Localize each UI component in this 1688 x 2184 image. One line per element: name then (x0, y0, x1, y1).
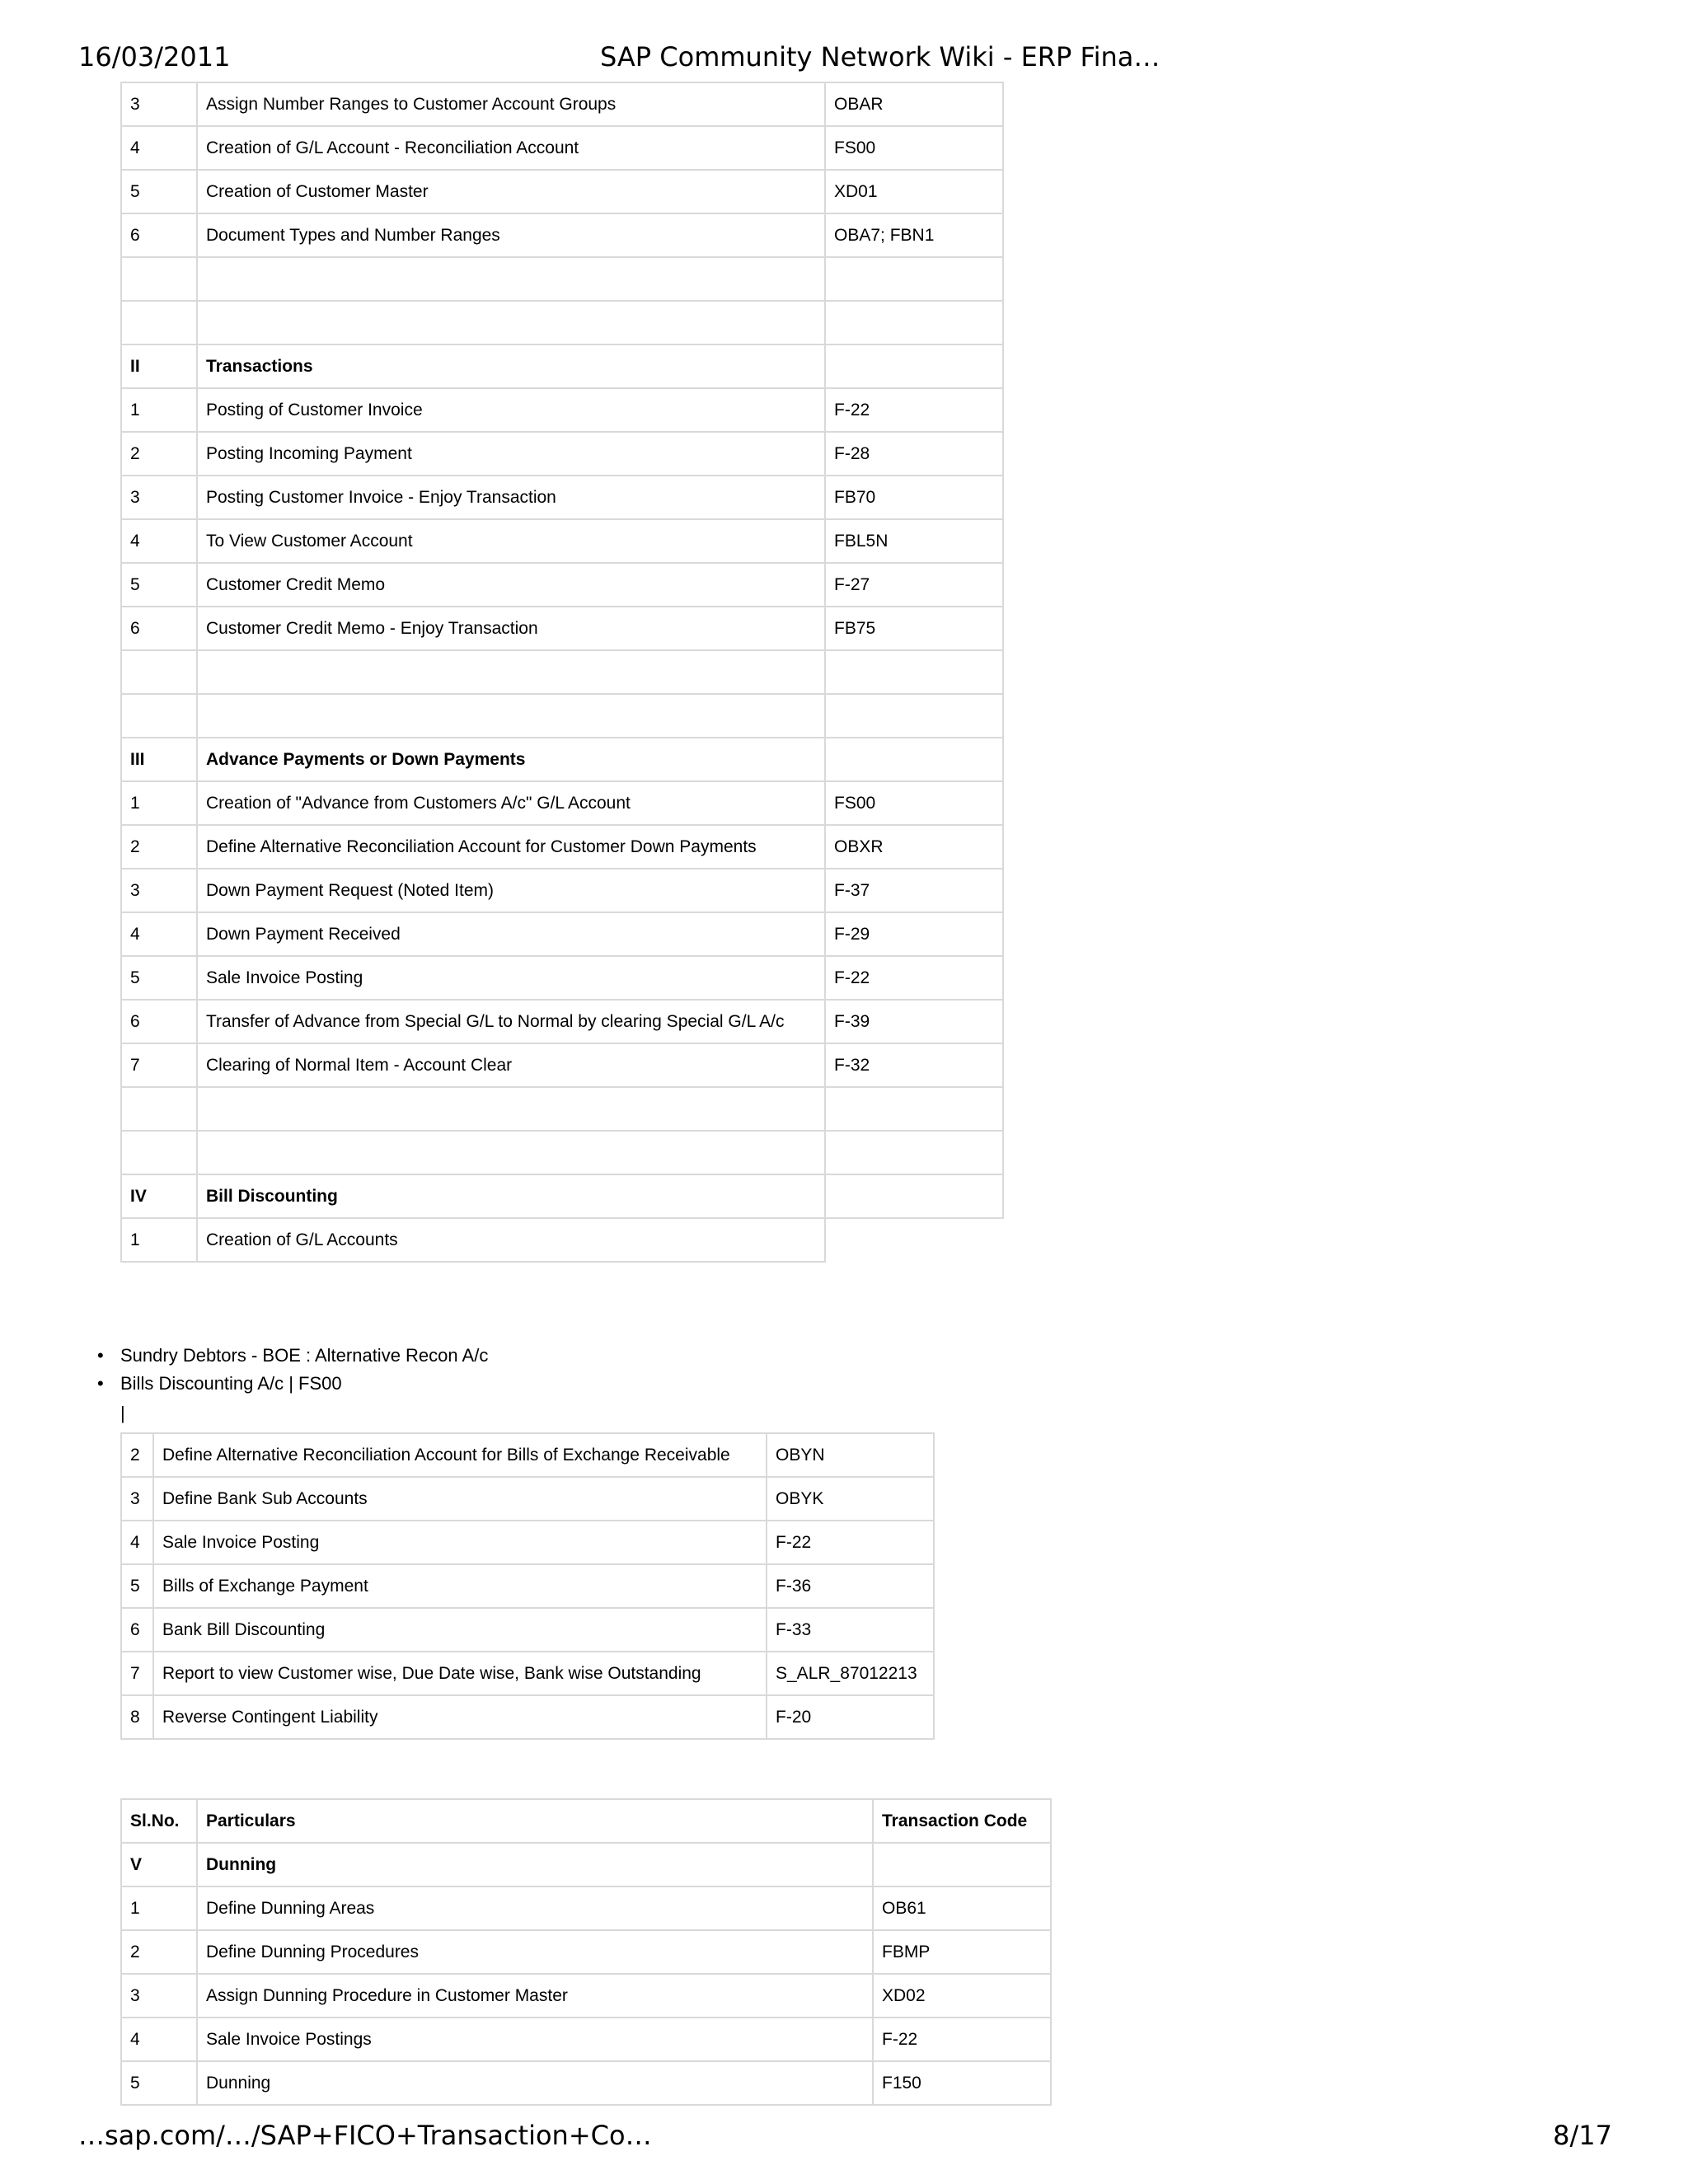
table-row (121, 1652, 934, 1695)
table-row-empty (121, 257, 1003, 301)
row-number: 5 (121, 1564, 153, 1608)
row-code: F-32 (825, 1043, 1003, 1087)
row-number: 4 (121, 519, 197, 563)
row-number: 1 (121, 388, 197, 432)
row-particulars: Reverse Contingent Liability (153, 1695, 767, 1739)
table-row (121, 2018, 1051, 2061)
header-title: SAP Community Network Wiki - ERP Fina… (600, 41, 1160, 73)
row-number: 8 (121, 1695, 153, 1739)
row-code: F-22 (873, 2018, 1051, 2061)
row-number: 6 (121, 1000, 197, 1043)
table-row (121, 869, 1003, 912)
row-particulars: Sale Invoice Posting (153, 1521, 767, 1564)
table-row (121, 1974, 1051, 2018)
table-row (121, 825, 1003, 869)
table-row (121, 1477, 934, 1521)
row-particulars: Posting Customer Invoice - Enjoy Transaction (197, 476, 825, 519)
row-code: FBL5N (825, 519, 1003, 563)
row-code: F-36 (767, 1564, 934, 1608)
row-number: 2 (121, 825, 197, 869)
row-code (825, 1174, 1003, 1218)
row-particulars (197, 1087, 825, 1131)
row-particulars: Customer Credit Memo - Enjoy Transaction (197, 607, 825, 650)
row-number: 7 (121, 1043, 197, 1087)
section-number: II (121, 344, 197, 388)
row-code: FS00 (825, 781, 1003, 825)
row-number: 1 (121, 1886, 197, 1930)
column-header-transaction-code: Transaction Code (873, 1799, 1051, 1843)
table-row (121, 607, 1003, 650)
row-number: 6 (121, 1608, 153, 1652)
table-row (121, 1433, 934, 1477)
section-number: III (121, 738, 197, 781)
column-header-particulars: Particulars (197, 1799, 873, 1843)
table-row (121, 1695, 934, 1739)
row-number (121, 650, 197, 694)
table-row (121, 912, 1003, 956)
row-number: 3 (121, 1477, 153, 1521)
row-number: 4 (121, 1521, 153, 1564)
row-number (121, 1131, 197, 1174)
table-row-empty (121, 650, 1003, 694)
table-row (121, 1043, 1003, 1087)
row-number: 6 (121, 607, 197, 650)
transaction-table-2 (120, 1432, 935, 1740)
row-code: FBMP (873, 1930, 1051, 1974)
row-code: F-37 (825, 869, 1003, 912)
table-row (121, 563, 1003, 607)
section-number: V (121, 1843, 197, 1886)
row-number: 2 (121, 432, 197, 476)
row-code: OB61 (873, 1886, 1051, 1930)
row-code: OBYN (767, 1433, 934, 1477)
table-header-row (121, 1799, 1051, 1843)
account-bullet-list (97, 1342, 488, 1398)
row-particulars: Down Payment Received (197, 912, 825, 956)
row-particulars: Assign Dunning Procedure in Customer Master (197, 1974, 873, 2018)
table-row (121, 956, 1003, 1000)
row-number: 7 (121, 1652, 153, 1695)
row-number: 5 (121, 170, 197, 213)
section-header-row (121, 1843, 1051, 1886)
row-number: 1 (121, 781, 197, 825)
column-header-slno: Sl.No. (121, 1799, 197, 1843)
row-particulars: Define Alternative Reconciliation Account for Customer Down Payments (197, 825, 825, 869)
list-item: • Sundry Debtors - BOE : Alternative Recon A/c (97, 1342, 488, 1370)
section-header-row (121, 738, 1003, 781)
table-row (121, 388, 1003, 432)
row-particulars (197, 257, 825, 301)
row-particulars: Document Types and Number Ranges (197, 213, 825, 257)
table-row (121, 170, 1003, 213)
row-code: OBA7; FBN1 (825, 213, 1003, 257)
row-number: 3 (121, 869, 197, 912)
section-header-row (121, 344, 1003, 388)
row-particulars (197, 650, 825, 694)
row-particulars: Dunning (197, 2061, 873, 2105)
table-row (121, 1886, 1051, 1930)
table-row-empty (121, 1087, 1003, 1131)
row-number (121, 301, 197, 344)
table-row (121, 1218, 1003, 1262)
table-row (121, 1930, 1051, 1974)
row-code: F150 (873, 2061, 1051, 2105)
row-number (121, 257, 197, 301)
row-code: F-27 (825, 563, 1003, 607)
row-number: 2 (121, 1433, 153, 1477)
table-row (121, 82, 1003, 126)
row-number: 3 (121, 476, 197, 519)
header-date: 16/03/2011 (78, 41, 231, 73)
row-code (873, 1843, 1051, 1886)
section-title: Advance Payments or Down Payments (197, 738, 825, 781)
row-code (825, 1131, 1003, 1174)
row-particulars: Posting Incoming Payment (197, 432, 825, 476)
row-particulars: Transfer of Advance from Special G/L to Normal by clearing Special G/L A/c (197, 1000, 825, 1043)
row-number (121, 1087, 197, 1131)
row-particulars: To View Customer Account (197, 519, 825, 563)
table-row-empty (121, 301, 1003, 344)
row-particulars (197, 301, 825, 344)
transaction-table-1 (120, 82, 1004, 1263)
list-item: • Bills Discounting A/c | FS00 (97, 1370, 488, 1398)
table-row (121, 2061, 1051, 2105)
table-row (121, 1564, 934, 1608)
row-code: S_ALR_87012213 (767, 1652, 934, 1695)
row-particulars: Creation of G/L Account - Reconciliation Account (197, 126, 825, 170)
row-number: 4 (121, 912, 197, 956)
row-number (121, 694, 197, 738)
row-particulars: Report to view Customer wise, Due Date wise, Bank wise Outstanding (153, 1652, 767, 1695)
table-row (121, 519, 1003, 563)
section-title: Dunning (197, 1843, 873, 1886)
row-particulars: Sale Invoice Posting (197, 956, 825, 1000)
row-code: F-22 (825, 956, 1003, 1000)
row-code: F-22 (767, 1521, 934, 1564)
table-row-empty (121, 694, 1003, 738)
row-particulars: Customer Credit Memo (197, 563, 825, 607)
row-code (825, 694, 1003, 738)
row-particulars: Define Dunning Procedures (197, 1930, 873, 1974)
row-particulars: Bills of Exchange Payment (153, 1564, 767, 1608)
row-code (825, 257, 1003, 301)
row-number: 2 (121, 1930, 197, 1974)
row-code: OBXR (825, 825, 1003, 869)
row-number: 6 (121, 213, 197, 257)
row-particulars: Creation of Customer Master (197, 170, 825, 213)
row-particulars: Assign Number Ranges to Customer Account Groups (197, 82, 825, 126)
table-row (121, 1608, 934, 1652)
row-code (825, 301, 1003, 344)
row-code (825, 650, 1003, 694)
row-particulars: Clearing of Normal Item - Account Clear (197, 1043, 825, 1087)
row-code: OBAR (825, 82, 1003, 126)
table-row (121, 213, 1003, 257)
row-code: FB75 (825, 607, 1003, 650)
row-code: F-33 (767, 1608, 934, 1652)
footer-url: …sap.com/…/SAP+FICO+Transaction+Co… (78, 2120, 652, 2151)
row-code (825, 738, 1003, 781)
table-row (121, 126, 1003, 170)
row-particulars (197, 1131, 825, 1174)
table-row (121, 432, 1003, 476)
row-code: OBYK (767, 1477, 934, 1521)
row-particulars (197, 694, 825, 738)
row-code: XD02 (873, 1974, 1051, 2018)
row-particulars: Creation of "Advance from Customers A/c" G/L Account (197, 781, 825, 825)
row-particulars: Define Alternative Reconciliation Account for Bills of Exchange Receivable (153, 1433, 767, 1477)
row-particulars: Down Payment Request (Noted Item) (197, 869, 825, 912)
section-number: IV (121, 1174, 197, 1218)
row-particulars: Posting of Customer Invoice (197, 388, 825, 432)
dunning-table (120, 1798, 1052, 2106)
table-row (121, 1521, 934, 1564)
row-code: FS00 (825, 126, 1003, 170)
section-header-row (121, 1174, 1003, 1218)
row-code: F-29 (825, 912, 1003, 956)
row-code: F-20 (767, 1695, 934, 1739)
empty-cell (825, 1218, 1003, 1262)
row-number: 3 (121, 1974, 197, 2018)
row-code: F-28 (825, 432, 1003, 476)
row-code: XD01 (825, 170, 1003, 213)
table-row-empty (121, 1131, 1003, 1174)
row-number: 5 (121, 563, 197, 607)
row-number: 4 (121, 126, 197, 170)
row-code: FB70 (825, 476, 1003, 519)
row-particulars: Define Dunning Areas (197, 1886, 873, 1930)
row-particulars: Define Bank Sub Accounts (153, 1477, 767, 1521)
row-number: 3 (121, 82, 197, 126)
pipe-character: | (120, 1403, 125, 1423)
table-row (121, 781, 1003, 825)
footer-page-number: 8/17 (1553, 2120, 1612, 2151)
row-code: F-22 (825, 388, 1003, 432)
row-code: F-39 (825, 1000, 1003, 1043)
row-particulars: Sale Invoice Postings (197, 2018, 873, 2061)
row-particulars: Bank Bill Discounting (153, 1608, 767, 1652)
section-title: Bill Discounting (197, 1174, 825, 1218)
row-number: 5 (121, 956, 197, 1000)
section-title: Transactions (197, 344, 825, 388)
row-number: 1 (121, 1218, 197, 1262)
row-code (825, 344, 1003, 388)
row-code (825, 1087, 1003, 1131)
table-row (121, 476, 1003, 519)
row-number: 4 (121, 2018, 197, 2061)
row-number: 5 (121, 2061, 197, 2105)
table-row (121, 1000, 1003, 1043)
row-particulars: Creation of G/L Accounts (197, 1218, 825, 1262)
